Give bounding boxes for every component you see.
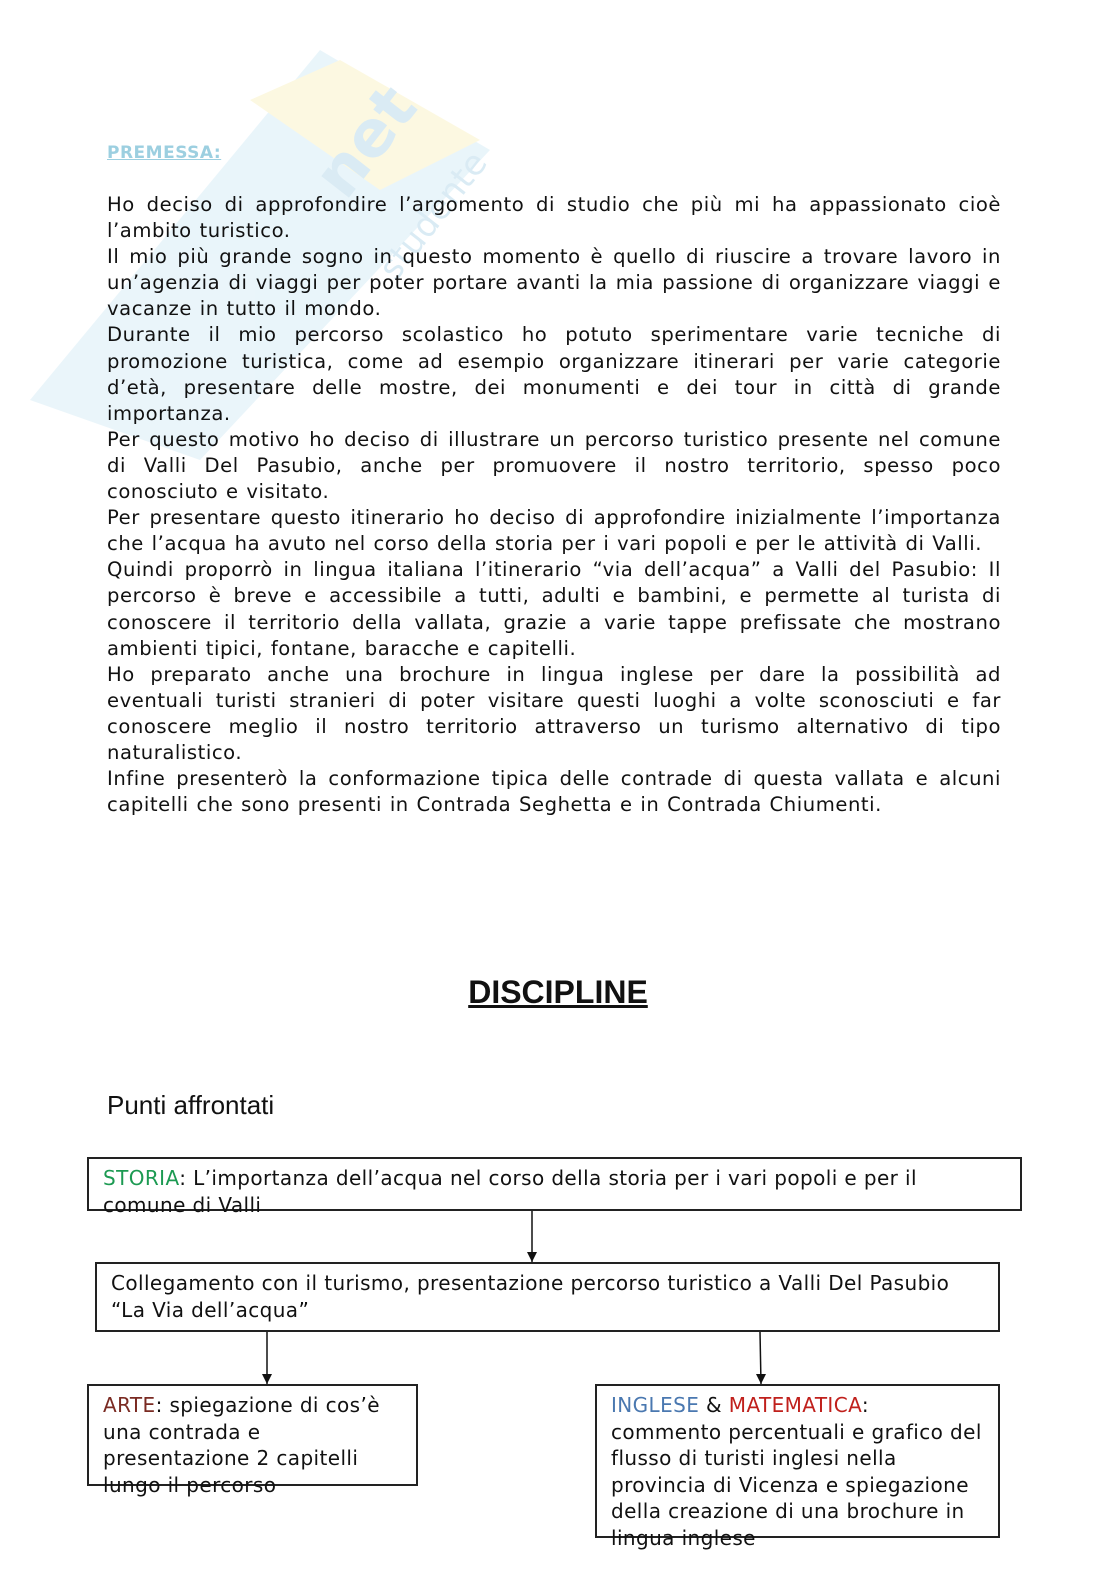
- premessa-paragraph-3: Durante il mio percorso scolastico ho potuto sperimentare varie tecniche di promozione turistica, come ad esempio organizzare itinerari per varie categorie d’età, presentare delle mostre, dei monumenti e dei tour in città di grande importanza.: [107, 323, 1001, 425]
- turismo-text: Collegamento con il turismo, presentazione percorso turistico a Valli Del Pasubio “La Via dell’acqua”: [111, 1271, 950, 1322]
- ampersand: &: [699, 1393, 729, 1417]
- inglese-text: : commento percentuali e grafico del flusso di turisti inglesi nella provincia di Vicenza e spiegazione della creazione di una brochure in lingua inglese: [611, 1393, 982, 1550]
- arrow-turismo-inglese-head: [756, 1374, 766, 1384]
- premessa-heading: PREMESSA:: [107, 143, 222, 163]
- premessa-paragraph-8: Infine presenterò la conformazione tipica delle contrade di questa vallata e alcuni capitelli che sono presenti in Contrada Seghetta e in Contrada Chiumenti.: [107, 767, 1001, 817]
- watermark-text: net: [299, 71, 432, 212]
- arrow-turismo-arte-head: [262, 1374, 272, 1384]
- arte-box: [87, 1384, 418, 1497]
- inglese-label: INGLESE: [611, 1393, 700, 1417]
- premessa-paragraph-4: Per questo motivo ho deciso di illustrare un percorso turistico presente nel comune di Valli Del Pasubio, anche per promuovere il nostro territorio, spesso poco conosciuto e visitato.: [107, 427, 1001, 504]
- watermark-subtext: studente: [371, 143, 496, 288]
- storia-text: : L’importanza dell’acqua nel corso della storia per i vari popoli e per il comune di Valli: [103, 1166, 917, 1217]
- turismo-box: [95, 1262, 1000, 1332]
- inglese-matematica-box: [595, 1384, 1000, 1550]
- storia-box: [87, 1157, 1022, 1217]
- premessa-paragraph-5: Per presentare questo itinerario ho deciso di approfondire inizialmente l’importanza che l’acqua ha avuto nel corso della storia per i vari popoli e per le attività di Valli.: [107, 506, 1001, 556]
- premessa-body: [107, 192, 1001, 818]
- punti-affrontati-heading: Punti affrontati: [107, 1090, 275, 1120]
- premessa-paragraph-2: Il mio più grande sogno in questo momento è quello di riuscire a trovare lavoro in un’agenzia di viaggi per poter portare avanti la mia passione di organizzare viaggi e vacanze in tutto il mondo.: [107, 245, 1001, 321]
- premessa-paragraph-6: Quindi proporrò in lingua italiana l’itinerario “via dell’acqua” a Valli del Pasubio: Il percorso è breve e accessibile a tutti, adulti e bambini, e permette al turista di conoscere il territorio della vallata, grazie a varie tappe prefissate che mostrano ambienti tipici, fontane, baracche e capitelli.: [107, 558, 1001, 660]
- arte-text: : spiegazione di cos’è una contrada e presentazione 2 capitelli lungo il percorso: [103, 1393, 380, 1497]
- matematica-label: MATEMATICA: [728, 1393, 862, 1417]
- premessa-paragraph-7: Ho preparato anche una brochure in lingua inglese per dare la possibilità ad eventuali turisti stranieri di poter visitare questi luoghi a volte sconosciuti e far conoscere meglio il nostro territorio attraverso un turismo alternativo di tipo naturalistico.: [107, 662, 1001, 764]
- discipline-title: DISCIPLINE: [468, 974, 648, 1010]
- premessa-paragraph-1: Ho deciso di approfondire l’argomento di studio che più mi ha appassionato cioè l’ambito turistico.: [107, 193, 1001, 243]
- storia-label: STORIA: [103, 1166, 180, 1190]
- arte-label: ARTE: [103, 1393, 156, 1417]
- arrow-storia-turismo-head: [527, 1252, 537, 1262]
- arrow-turismo-inglese: [760, 1332, 761, 1384]
